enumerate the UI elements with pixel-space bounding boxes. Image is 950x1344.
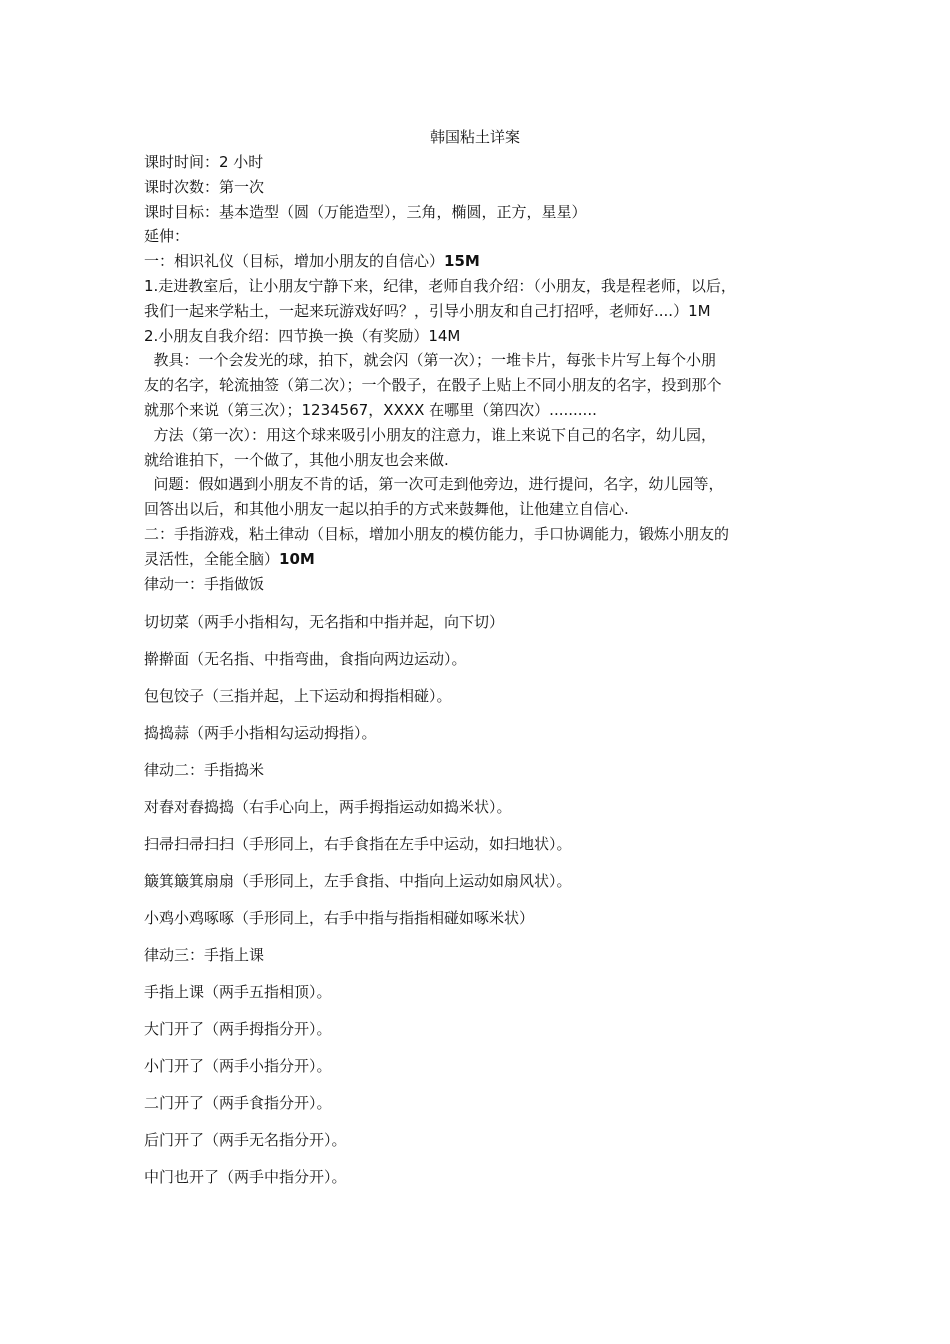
- section1-tools-line3: 就那个来说（第三次）；1234567，XXXX 在哪里（第四次）..........: [144, 400, 597, 419]
- list-item: 捣捣蒜（两手小指相勾运动拇指）。: [144, 724, 377, 742]
- section1-method-line1: 方法（第一次）：用这个球来吸引小朋友的注意力，谁上来说下自己的名字，幼儿园，: [144, 425, 717, 444]
- section2-heading-text: 灵活性，全能全脑）: [144, 549, 280, 568]
- lesson-time: 课时时间：2 小时: [144, 153, 264, 171]
- section1-heading-text: 一：相识礼仪（目标，增加小朋友的自信心）: [144, 252, 445, 271]
- section1-item2: 2.小朋友自我介绍：四节换一换（有奖励）14M: [144, 326, 461, 345]
- section1-item1-line2: 我们一起来学粘土，一起来玩游戏好吗？，引导小朋友和自己打招呼，老师好....）1M: [144, 301, 711, 320]
- list-item: 二门开了（两手食指分开）。: [144, 1094, 332, 1112]
- list-item: 大门开了（两手拇指分开）。: [144, 1020, 332, 1038]
- section1-method-line2: 就给谁拍下，一个做了，其他小朋友也会来做.: [144, 450, 449, 469]
- list-item: 小鸡小鸡啄啄（手形同上，右手中指与指指相碰如啄米状）: [144, 909, 535, 927]
- list-item: 对舂对舂捣捣（右手心向上，两手拇指运动如捣米状）。: [144, 798, 512, 816]
- list-item: 中门也开了（两手中指分开）。: [144, 1168, 347, 1186]
- document-title: 韩国粘土详案: [429, 128, 520, 146]
- section1-item1-line1: 1.走进教室后，让小朋友宁静下来，纪律，老师自我介绍：（小朋友，我是程老师，以后，: [144, 276, 736, 295]
- list-item: 小门开了（两手小指分开）。: [144, 1057, 332, 1075]
- rhythm-list: [144, 610, 814, 1202]
- list-item: 后门开了（两手无名指分开）。: [144, 1131, 347, 1149]
- lesson-extend: 延伸：: [144, 227, 190, 246]
- section1-problem-line2: 回答出以后，和其他小朋友一起以拍手的方式来鼓舞他，让他建立自信心.: [144, 500, 629, 519]
- document-body: [144, 150, 814, 596]
- section1-duration: 15M: [444, 252, 480, 271]
- section2-heading-line2: [144, 547, 814, 572]
- list-item: 切切菜（两手小指相勾，无名指和中指并起，向下切）: [144, 613, 505, 631]
- section1-tools-line1: 教具：一个会发光的球，拍下，就会闪（第一次）；一堆卡片，每张卡片写上每个小朋: [144, 351, 717, 370]
- list-item: 手指上课（两手五指相顶）。: [144, 983, 332, 1001]
- list-item: 扫帚扫帚扫扫（手形同上，右手食指在左手中运动，如扫地状）。: [144, 835, 572, 853]
- section1-problem-line1: 问题：假如遇到小朋友不肯的话，第一次可走到他旁边，进行提问，名字，幼儿园等，: [144, 475, 724, 494]
- rhythm2-title: 律动二：手指捣米: [144, 761, 265, 779]
- section2-duration: 10M: [279, 549, 315, 568]
- list-item: 簸箕簸箕扇扇（手形同上，左手食指、中指向上运动如扇风状）。: [144, 872, 572, 890]
- section1-tools-line2: 友的名字，轮流抽签（第二次）；一个骰子，在骰子上贴上不同小朋友的名字，投到那个: [144, 376, 722, 395]
- rhythm3-title: 律动三：手指上课: [144, 946, 265, 964]
- lesson-count: 课时次数：第一次: [144, 177, 265, 196]
- rhythm1-title: 律动一：手指做饭: [144, 574, 265, 593]
- list-item: 包包饺子（三指并起，上下运动和拇指相碰）。: [144, 687, 452, 705]
- section1-heading: [144, 249, 814, 274]
- list-item: 擀擀面（无名指、中指弯曲，食指向两边运动）。: [144, 650, 467, 668]
- section2-heading-line1: 二：手指游戏，粘土律动（目标，增加小朋友的模仿能力，手口协调能力，锻炼小朋友的: [144, 524, 730, 543]
- lesson-goal: 课时目标：基本造型（圆（万能造型），三角，椭圆，正方，星星）: [144, 202, 587, 221]
